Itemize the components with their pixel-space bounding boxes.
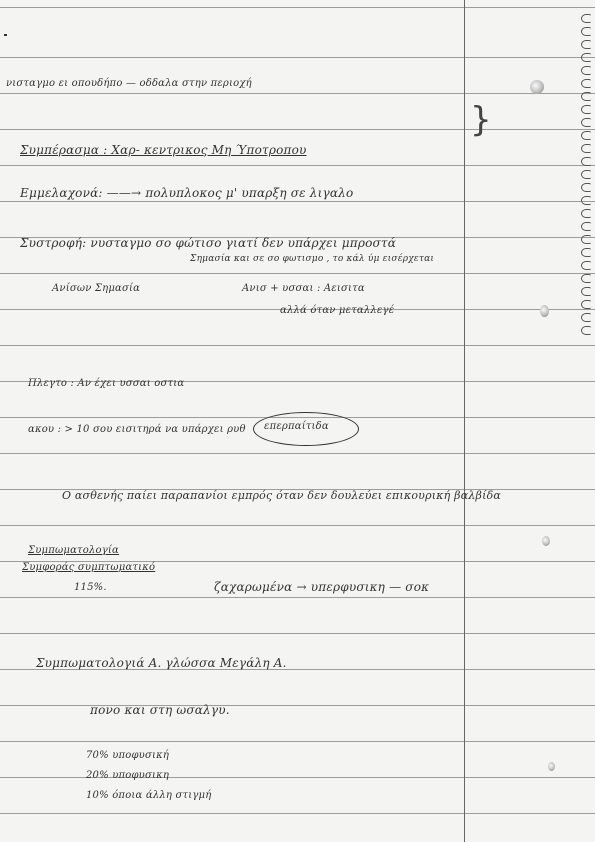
punch-hole [542,536,550,546]
punch-hole [530,80,544,94]
note-line: Ανισ + υσσαι : Αεισιτα [242,283,365,294]
spiral-ring [581,53,591,62]
bracket-mark: } [470,100,492,140]
note-line: πονο και στη ωσαλγυ. [90,703,230,717]
spiral-ring [581,274,591,283]
note-line: Σημασία και σε σο φωτισμο , το κάλ ύμ εισέρχεται [190,254,435,264]
note-line: Συμφοράς συμπτωματικό [22,562,156,573]
spiral-ring [581,222,591,231]
spiral-ring [581,170,591,179]
spiral-ring [581,79,591,88]
spiral-ring [581,144,591,153]
spiral-ring [581,209,591,218]
note-line: Συμπωματολογιά Α. γλώσσα Μεγάλη Α. [36,656,287,670]
spiral-ring [581,27,591,36]
punch-hole [540,305,549,317]
note-line: Πλεγτο : Αν έχει υσσαι οστια [28,378,185,389]
spiral-ring [581,300,591,309]
spiral-ring [581,92,591,101]
spiral-ring [581,183,591,192]
note-line: 115%. [74,582,107,593]
spiral-ring [581,287,591,296]
note-line: ζαχαρωμένα → υπερφυσικη — σοκ [214,580,430,594]
note-line: 70% υποφυσική [86,750,170,761]
note-line: Συστροφή: νυσταγμο σο φώτισο γιατί δεν υπάρχει μπροστά [20,236,397,250]
ink-mark [4,34,7,36]
note-line: 10% όποια άλλη στιγμή [86,790,212,801]
margin-line [464,0,465,842]
note-line: Ο ασθενής παίει παραπανίοι εμπρός όταν δεν δουλεύει επικουρική βαλβίδα [62,489,502,502]
note-line: ακου : > 10 σου εισιτηρά να υπάρχει ρυθ [28,424,246,435]
spiral-ring [581,14,591,23]
spiral-ring [581,131,591,140]
note-line: επερπαίτιδα [264,421,329,432]
spiral-ring [581,40,591,49]
spiral-binding [573,0,595,842]
note-line: Συμπωματολογία [28,545,119,556]
spiral-ring [581,118,591,127]
spiral-ring [581,66,591,75]
note-line: αλλά όταν μεταλλεγέ [280,305,395,316]
spiral-ring [581,157,591,166]
spiral-ring [581,105,591,114]
spiral-ring [581,196,591,205]
spiral-ring [581,248,591,257]
note-line: νισταγμο ει οπουδήπο — οδδαλα στην περιοχή [6,78,252,89]
spiral-ring [581,261,591,270]
note-line: 20% υποφυσικη [86,770,170,781]
spiral-ring [581,313,591,322]
note-line: Εμμελαχονά: ——→ πολυπλοκος μ' υπαρξη σε λιγαλο [20,186,354,200]
spiral-ring [581,326,591,335]
note-line: Συμπέρασμα : Χαρ- κεντρικος Μη Ύποτροπου [20,143,307,157]
punch-hole [548,762,555,771]
spiral-ring [581,235,591,244]
note-line: Ανίσων Σημασία [52,283,141,294]
